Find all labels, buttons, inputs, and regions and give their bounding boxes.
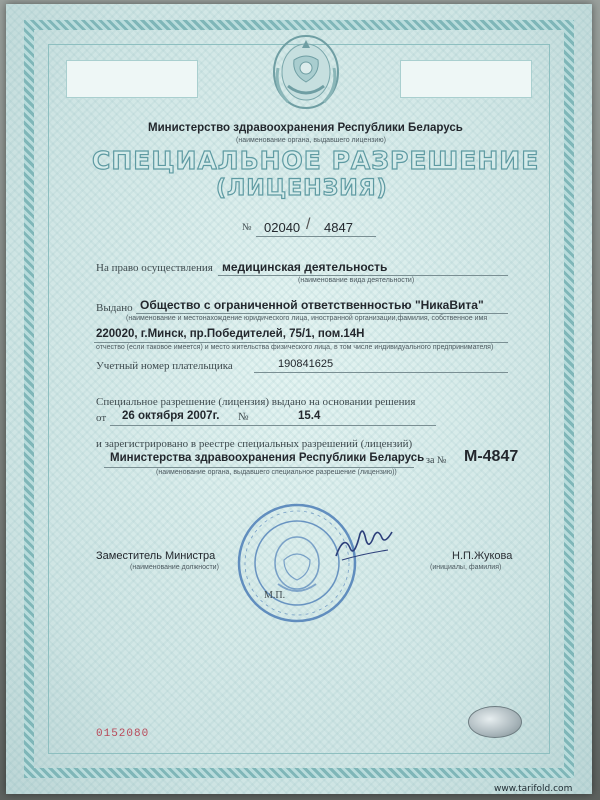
blank-serial-number: 0152080	[96, 728, 150, 740]
issued-to-company: Общество с ограниченной ответственностью "НикаВита"	[140, 298, 484, 312]
decision-label: Специальное разрешение (лицензия) выдано на основании решения	[96, 396, 416, 408]
state-emblem-icon	[266, 28, 346, 112]
address-note: отчество (если таковое имеется) и место жительства физического лица, в том числе индивидуального предпринимателя)	[96, 344, 494, 351]
registry-org: Министерства здравоохранения Республики Беларусь	[110, 452, 425, 464]
issued-label: Выдано	[96, 302, 133, 314]
document-title: СПЕЦИАЛЬНОЕ РАЗРЕШЕНИЕ	[92, 146, 540, 175]
license-series: 02040	[264, 220, 301, 235]
decision-date: 26 октября 2007г.	[122, 410, 220, 422]
taxpayer-number: 190841625	[278, 358, 334, 370]
activity-note: (наименование вида деятельности)	[298, 277, 415, 284]
issuing-ministry-note: (наименование органа, выдавшего лицензию)	[236, 137, 386, 144]
activity-value: медицинская деятельность	[222, 260, 388, 274]
issued-underline	[136, 313, 508, 314]
license-document	[6, 4, 592, 794]
license-number: 4847	[324, 220, 353, 235]
registry-underline	[104, 467, 414, 468]
document-subtitle: (ЛИЦЕНЗИЯ)	[216, 176, 388, 201]
header-blank-right	[400, 60, 532, 98]
number-underline	[256, 236, 376, 237]
registry-label: и зарегистрировано в реестре специальных разрешений (лицензий)	[96, 438, 413, 450]
signer-position-note: (наименование должности)	[130, 564, 219, 571]
registry-number: М-4847	[464, 448, 519, 465]
seal-place-mark: М.П.	[264, 590, 286, 601]
address-underline	[94, 342, 508, 343]
company-address: 220020, г.Минск, пр.Победителей, 75/1, пом.14Н	[96, 328, 365, 340]
decision-underline	[110, 425, 436, 426]
watermark: www.tarifold.com	[494, 784, 573, 794]
decision-number-label: №	[238, 411, 249, 423]
header-blank-left	[66, 60, 198, 98]
issuing-ministry: Министерство здравоохранения Республики Беларусь	[148, 122, 463, 134]
signer-name: Н.П.Жукова	[452, 550, 513, 562]
hologram-sticker-icon	[468, 706, 522, 738]
taxpayer-underline	[254, 372, 508, 373]
number-prefix: №	[242, 222, 252, 233]
number-slash: /	[306, 216, 311, 233]
taxpayer-label: Учетный номер плательщика	[96, 360, 233, 372]
decision-from-label: от	[96, 412, 107, 424]
issued-note: (наименование и местонахождение юридического лица, иностранной организации,фамилия, собственное имя	[126, 315, 488, 322]
registry-number-label: за №	[426, 455, 447, 466]
activity-underline	[218, 275, 508, 276]
handwritten-signature-icon	[332, 526, 396, 566]
signer-position: Заместитель Министра	[96, 550, 216, 562]
registry-note: (наименование органа, выдавшего специальное разрешение (лицензию))	[156, 469, 397, 476]
activity-label: На право осуществления	[96, 262, 213, 274]
decision-number: 15.4	[298, 410, 321, 422]
signer-name-note: (инициалы, фамилия)	[430, 564, 502, 571]
